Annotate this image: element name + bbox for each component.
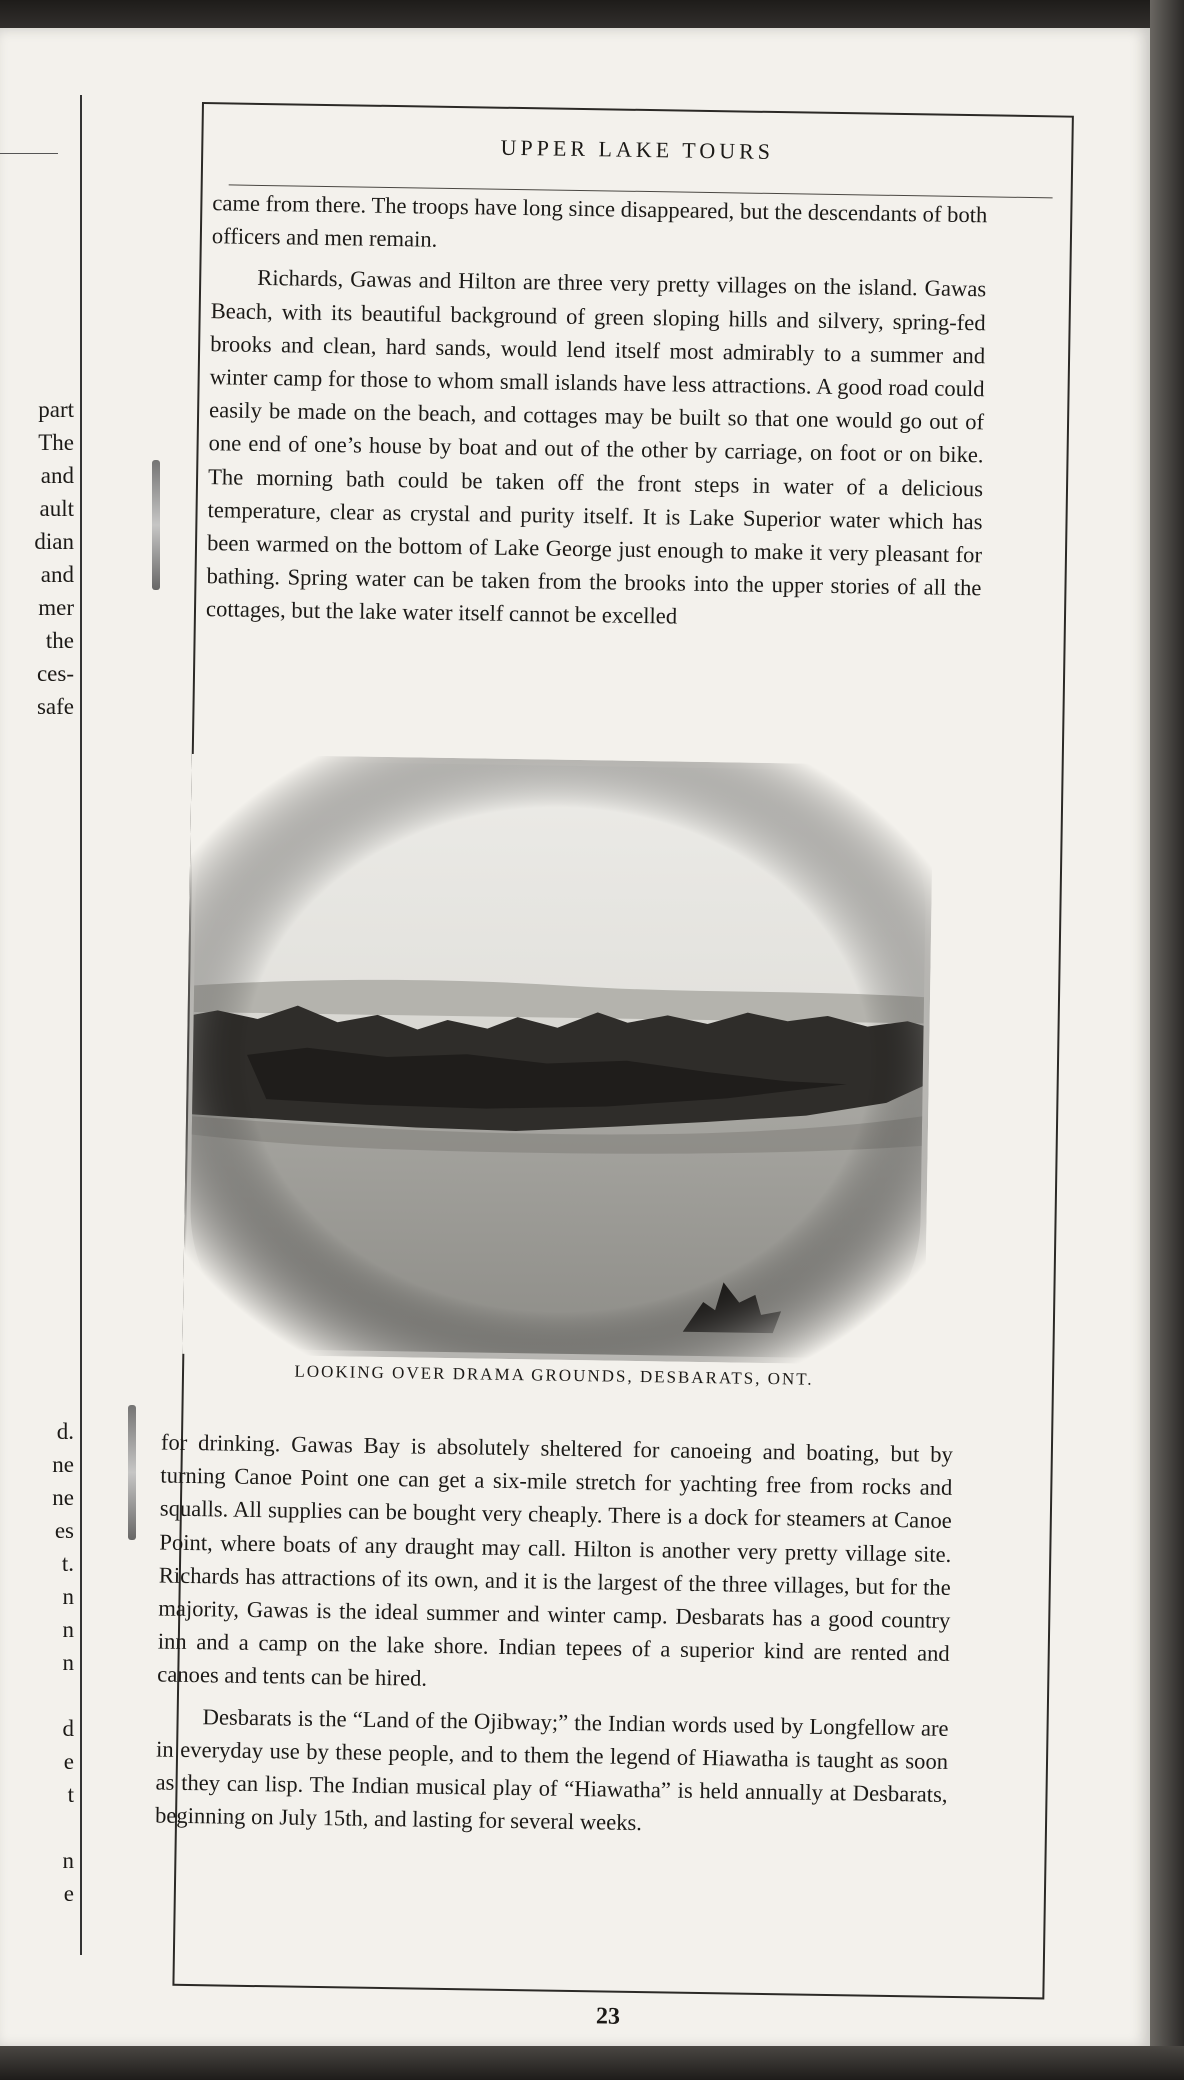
fragment-line [52,1679,74,1712]
fragment-line: n [62,1617,74,1642]
left-page-rule [0,153,58,154]
fragment-line: t. [61,1551,74,1576]
body-text-top [206,186,988,638]
fragment-line: e [63,1749,74,1774]
page-frame [154,102,1073,2030]
fragment-line: The [38,430,74,455]
fragment-line: d. [56,1419,74,1444]
fragment-line: and [40,463,74,488]
scan-edge-bottom [0,2046,1184,2080]
fragment-line: ne [52,1485,74,1510]
fragment-line: n [62,1848,74,1873]
scan-edge-right [1150,0,1184,2080]
binding-mark-lower [128,1405,136,1540]
fragment-line: d [62,1716,74,1741]
fragment-line [52,1811,74,1844]
fragment-line: ne [52,1452,74,1477]
photo-caption: LOOKING OVER DRAMA GROUNDS, DESBARATS, ONT. [294,1361,814,1389]
fragment-line: ault [39,496,74,521]
fragment-line: part [38,397,74,422]
left-fragment-lower-text [52,1415,74,1910]
fragment-line: n [62,1650,74,1675]
fragment-line: safe [36,694,74,719]
paragraph-continuation: came from there. The troops have long since disappeared, but the descendants of both officers and men remain. [211,190,988,252]
left-page-fragment [0,95,82,1955]
fragment-line: the [45,628,74,653]
fragment-line: mer [38,595,74,620]
running-head: UPPER LAKE TOURS [500,134,775,164]
fragment-line: e [63,1881,74,1906]
photograph-drama-grounds [182,754,933,1366]
left-fragment-upper-text [34,393,74,723]
page-number: 23 [595,2003,621,2030]
fragment-line: dian [34,529,74,554]
paragraph-ojibway: Desbarats is the “Land of the Ojibway;” the Indian words used by Longfellow are in everyday use by these people, and to them the legend of Hiawatha is taught as soon as they can lisp. The Indian musical play of “Hiawatha” is held annually at Desbarats, beginning on July 15th, and lasting for several weeks. [154,1703,949,1836]
fragment-line: ces- [36,661,74,686]
fragment-line: n [62,1584,74,1609]
fragment-line: t [67,1782,74,1807]
paragraph-gawas-bay: for drinking. Gawas Bay is absolutely sheltered for canoeing and boating, but by turning Canoe Point one can get a six-mile stretch for yachting free from rocks and squalls. All supplies can be bought very cheaply. There is a dock for steamers at Canoe Point, where boats of any draught may call. Hilton is another very pretty village site. Richards has attractions of its own, and it is the largest of the three villages, but for the majority, Gawas is the ideal summer and winter camp. Desbarats has a good country inn and a camp on the lake shore. Indian tepees of a superior kind are rented and canoes and tents can be hired. [157,1429,954,1692]
fragment-line: es [54,1518,74,1543]
binding-mark-upper [152,460,160,590]
paragraph-villages: Richards, Gawas and Hilton are three very pretty villages on the island. Gawas Beach, with its beautiful background of green sloping hills and silvery, spring-fed brooks and clean, hard sands, would lend itself most admirably to a summer and winter camp for those to whom small islands have less attractions. A good road could easily be made on the beach, and cottages may be built so that one would go out of one end of one’s house by boat and out of the other by carriage, on foot or on bike. The morning bath could be taken off the front steps in water of a delicious temperature, clear as crystal and purity itself. It is Lake Superior water which has been warmed on the bottom of Lake George just enough to make it very pleasant for bathing. Spring water can be taken from the brooks into the upper stories of all the cottages, but the lake water itself cannot be excelled [205,265,987,629]
fragment-line: and [40,562,74,587]
body-text-bottom [155,1426,953,1845]
